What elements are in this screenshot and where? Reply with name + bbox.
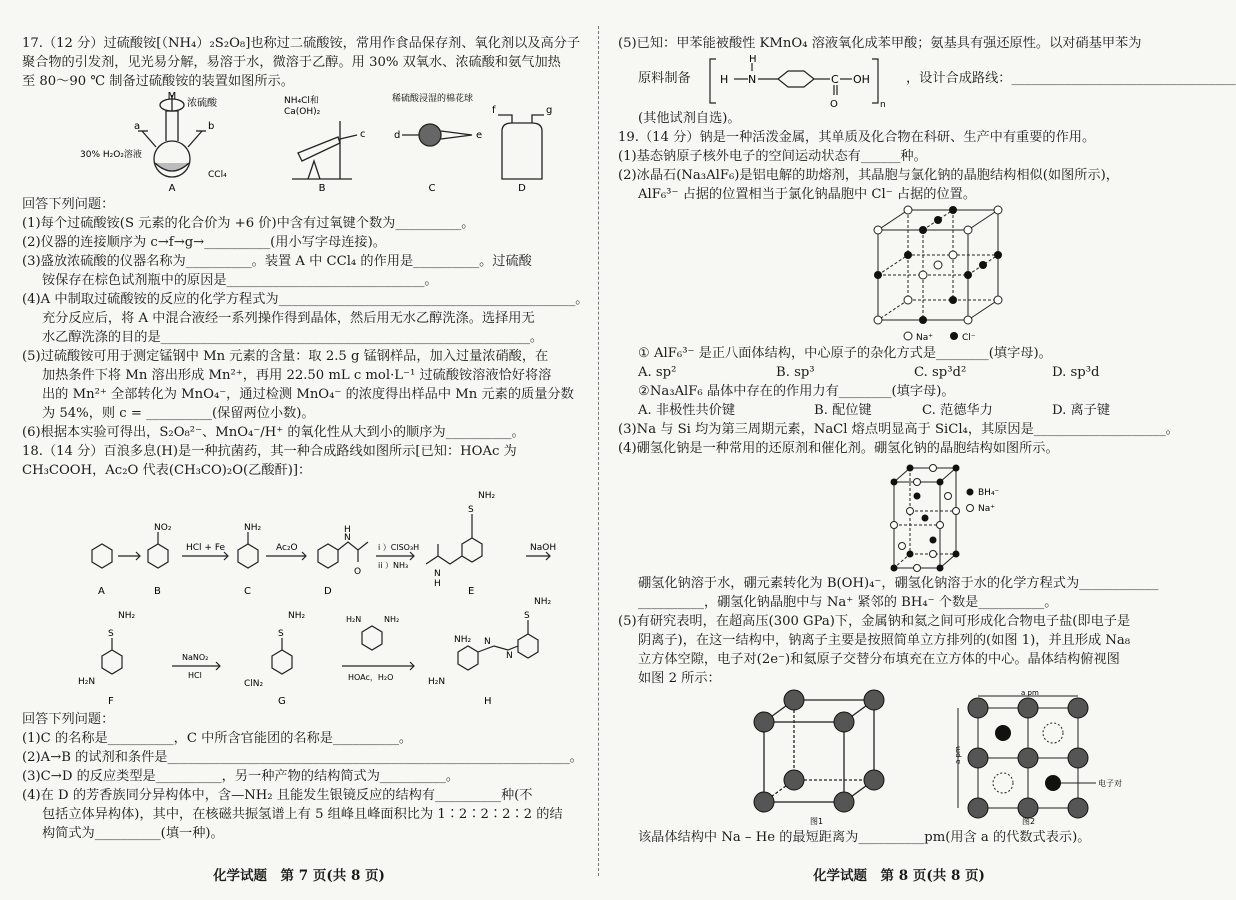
caption-d: D bbox=[324, 586, 332, 597]
reagent-hcl: HCl bbox=[188, 671, 202, 680]
label-cln2: ClN₂ bbox=[244, 679, 264, 689]
label-nh2-f: NH₂ bbox=[118, 611, 136, 621]
caption-b: B bbox=[318, 183, 326, 194]
label-nh2-e: NH₂ bbox=[478, 491, 496, 501]
label-h2n-mphen: H₂N bbox=[346, 615, 362, 624]
ring-d bbox=[318, 544, 338, 568]
q17-line: 17.（12 分）过硫酸铵[（NH₄）₂S₂O₈]也称过二硫酸铵，常用作食品保存剂、氧化剂以及高分子 bbox=[22, 36, 581, 51]
caption-a: A bbox=[168, 183, 176, 194]
q19-options1 bbox=[618, 363, 1178, 382]
label-g: g bbox=[546, 105, 553, 116]
option-d: D. 离子键 bbox=[1052, 403, 1111, 418]
q18-5-note: (其他试剂自选)。 bbox=[638, 111, 741, 126]
ring-h1 bbox=[458, 646, 478, 670]
apparatus-figure bbox=[22, 91, 580, 193]
ring-a bbox=[92, 544, 112, 568]
q19-last: 该晶体结构中 Na – He 的最短距离为__________pm(用含 a 的代数式表示)。 bbox=[638, 830, 1091, 845]
label-nh2-mphen: NH₂ bbox=[384, 615, 400, 624]
q17-item: 为 54%，则 c = __________(保留两位小数)。 bbox=[42, 406, 315, 421]
reagent-hcl-fe: HCl + Fe bbox=[186, 543, 226, 553]
option-d: D. sp³d bbox=[1052, 365, 1100, 380]
q17-item: (5)过硫酸铵可用于测定锰钢中 Mn 元素的含量：取 2.5 g 锰钢样品，加入过量浓硝酸，在 bbox=[22, 349, 549, 364]
label-e: e bbox=[476, 130, 483, 141]
label-n-d: N bbox=[344, 533, 351, 543]
q19-options2 bbox=[618, 401, 1178, 420]
caption-c: C bbox=[428, 183, 436, 194]
q17-item: 出的 Mn²⁺ 全部转化为 MnO₄⁻，通过检测 MnO₄⁻ 的浓度得出样品中 Mn 元素的质量分数 bbox=[42, 387, 574, 402]
label-h-e: H bbox=[434, 579, 441, 589]
q19-item5: 如图 2 所示： bbox=[638, 671, 721, 686]
scheme-drawing bbox=[22, 480, 582, 710]
poly-h-top: H bbox=[749, 54, 757, 65]
label-b: b bbox=[208, 121, 215, 132]
q18-item: 构简式为__________(填一种)。 bbox=[42, 826, 224, 841]
q17-line: 聚合物的引发剂，见光易分解，易溶于水，微溶于乙醇。用 30% 双氧水、浓硫酸和氨气加热 bbox=[22, 55, 561, 70]
legend-cl: Cl⁻ bbox=[962, 333, 976, 343]
q17-item: (1)每个过硫酸铵(S 元素的化合价为 +6 价)中含有过氧键个数为__________。 bbox=[22, 216, 475, 231]
label-ccl4: CCl₄ bbox=[208, 170, 227, 180]
option-b: B. sp³ bbox=[776, 365, 815, 380]
label-s-f: S bbox=[108, 629, 114, 639]
polymer-suffix: ，设计合成路线：__________________________________ bbox=[906, 71, 1236, 86]
q19-item4c: __________，硼氢化钠晶胞中与 Na⁺ 紧邻的 BH₄⁻ 个数是__________。 bbox=[638, 595, 1058, 610]
nacl-figure bbox=[618, 204, 1178, 344]
reagent-hoac: HOAc，H₂O bbox=[348, 673, 394, 682]
apparatus-c bbox=[402, 124, 472, 146]
page-divider bbox=[598, 26, 599, 876]
apparatus-b bbox=[292, 121, 357, 179]
q18-line: 18.（14 分）百浪多息(H)是一种抗菌药，其一种合成路线如图所示[已知：HOAc 为 bbox=[22, 444, 517, 459]
q18-questions bbox=[22, 710, 583, 843]
q19-line: 19.（14 分）钠是一种活泼金属，其单质及化合物在科研、生产中有重要的作用。 bbox=[618, 130, 1096, 145]
q18-item: (4)在 D 的芳香族同分异构体中，含—NH₂ 且能发生银镜反应的结构有__________种(不 bbox=[22, 788, 533, 803]
label-cotton-ball: 稀硫酸浸湿的棉花球 bbox=[392, 94, 474, 104]
caption-f: F bbox=[108, 696, 114, 707]
polymer-line bbox=[618, 53, 1236, 110]
poly-h: H bbox=[720, 73, 729, 86]
q19-item5: 立方体空隙，电子对(2e⁻)和氦原子交替分布填充在立方体的中心。晶体结构俯视图 bbox=[638, 652, 1120, 667]
q17-item: 铵保存在棕色试剂瓶中的原因是______________________________。 bbox=[42, 273, 438, 288]
caption-g: G bbox=[278, 696, 286, 707]
q17-item: (2)仪器的连接顺序为 c→f→g→__________(用小写字母连接)。 bbox=[22, 235, 386, 250]
q19-item4: (4)硼氢化钠是一种常用的还原剂和催化剂。硼氢化钠的晶胞结构如图所示。 bbox=[618, 441, 1059, 456]
fig2-a-side: a pm bbox=[954, 746, 962, 764]
label-f: f bbox=[492, 105, 496, 116]
q17-item: (3)盛放浓硫酸的仪器名称为__________。装置 A 中 CCl₄ 的作用是__________。过硫酸 bbox=[22, 254, 532, 269]
q19-line: AlF₆³⁻ 占据的位置相当于氯化钠晶胞中 Cl⁻ 占据的位置。 bbox=[638, 187, 977, 202]
option-a: A. 非极性共价键 bbox=[638, 403, 736, 418]
label-nh2: NH₂ bbox=[244, 523, 262, 533]
q19-line: (1)基态钠原子核外电子的空间运动状态有______种。 bbox=[618, 149, 927, 164]
label-c: c bbox=[360, 129, 366, 140]
q17-item: 水乙醇洗涤的目的是________________________________________________________。 bbox=[42, 330, 544, 345]
polymer-structure bbox=[696, 53, 906, 109]
answer-intro: 回答下列问题： bbox=[22, 712, 115, 727]
poly-o: O bbox=[830, 99, 838, 110]
label-h2n-f: H₂N bbox=[78, 677, 96, 687]
caption-b: B bbox=[154, 586, 161, 597]
q19-sub1: ① AlF₆³⁻ 是正八面体结构，中心原子的杂化方式是________(填字母)。 bbox=[638, 346, 1052, 361]
reagent-clso3h: i ）ClSO₃H bbox=[378, 543, 420, 552]
label-conc-acid: 浓硫酸 bbox=[187, 98, 217, 109]
ring-g bbox=[272, 650, 292, 674]
label-h-d: H bbox=[344, 525, 351, 535]
fig1-caption: 图1 bbox=[810, 817, 824, 826]
synthesis-scheme bbox=[22, 480, 580, 710]
right-page bbox=[600, 0, 1236, 900]
option-c: C. sp³d² bbox=[914, 365, 967, 380]
label-nh2-h2: NH₂ bbox=[534, 597, 552, 607]
q18-line: CH₃COOH，Ac₂O 代表(CH₃CO)₂O(乙酸酐)]： bbox=[22, 463, 312, 478]
label-no2: NO₂ bbox=[154, 523, 172, 533]
q19-sub2: ②Na₃AlF₆ 晶体中存在的作用力有________(填字母)。 bbox=[638, 384, 955, 399]
q18-5-line: (5)已知：甲苯能被酸性 KMnO₄ 溶液氧化成苯甲酸；氨基具有强还原性。以对硝基甲苯为 bbox=[618, 36, 1142, 51]
label-n-h2: N bbox=[506, 651, 513, 661]
ring-b bbox=[148, 544, 168, 568]
q17-item: (6)根据本实验可得出，S₂O₈²⁻、MnO₄⁻/H⁺ 的氧化性从大到小的顺序为__________。 bbox=[22, 425, 525, 440]
q18-item: 包括立体异构体)，其中，在核磁共振氢谱上有 5 组峰且峰面积比为 1∶2∶2∶2∶2 的结 bbox=[42, 807, 563, 822]
caption-h: H bbox=[484, 696, 492, 707]
q17-questions bbox=[22, 195, 589, 442]
reagent-naoh: NaOH bbox=[530, 543, 557, 553]
label-n-h1: N bbox=[484, 637, 491, 647]
label-a: a bbox=[134, 121, 141, 132]
legend-na: Na⁺ bbox=[916, 333, 933, 343]
footer-page-7: 化学试题 第 7 页(共 8 页) bbox=[213, 868, 385, 884]
q18-item: (1)C 的名称是__________，C 中所含官能团的名称是__________。 bbox=[22, 731, 413, 746]
q17-item: (4)A 中制取过硫酸铵的反应的化学方程式为_____________________________________________。 bbox=[22, 292, 589, 307]
reagent-nano2: NaNO₂ bbox=[182, 653, 209, 662]
q19-item5: (5)有研究表明，在超高压(300 GPa)下，金属钠和氦之间可形成化合物电子盐(即电子是 bbox=[618, 614, 1131, 629]
label-d: d bbox=[394, 130, 401, 141]
ring-c bbox=[238, 544, 258, 568]
ring-mphen bbox=[362, 626, 382, 650]
electride-figures bbox=[618, 688, 1178, 828]
label-s-e: S bbox=[468, 505, 474, 515]
nabh4-cell bbox=[618, 458, 1178, 574]
caption-d: D bbox=[518, 183, 526, 194]
label-nh4cl: NH₄Cl和 bbox=[284, 96, 319, 106]
q17-item: 加热条件下将 Mn 溶出形成 Mn²⁺，再用 22.50 mL c mol·L⁻¹ 过硫酸铵溶液恰好将溶 bbox=[42, 368, 552, 383]
apparatus-drawing bbox=[22, 91, 582, 193]
nacl-cell bbox=[618, 204, 1178, 344]
ring-e bbox=[462, 538, 482, 562]
ring-f bbox=[102, 650, 122, 674]
q17-stem bbox=[22, 34, 580, 91]
label-s-g: S bbox=[278, 629, 284, 639]
reagent-ac2o: Ac₂O bbox=[276, 543, 298, 553]
q19-stem bbox=[618, 128, 1178, 204]
label-h2n-h: H₂N bbox=[428, 677, 446, 687]
ring-h2 bbox=[518, 634, 538, 658]
caption-c: C bbox=[244, 586, 251, 597]
poly-c: C bbox=[831, 73, 839, 86]
fig2-electron-pair: 电子对 bbox=[1098, 779, 1122, 788]
polymer-prefix: 原料制备 bbox=[638, 71, 691, 86]
answer-intro: 回答下列问题： bbox=[22, 197, 115, 212]
q19-item4b: 硼氢化钠溶于水，硼元素转化为 B(OH)₄⁻，硼氢化钠溶于水的化学方程式为____________ bbox=[638, 576, 1159, 591]
label-s-h: S bbox=[524, 611, 530, 621]
electride-drawing bbox=[618, 688, 1178, 828]
q19-item3: (3)Na 与 Si 均为第三周期元素，NaCl 熔点明显高于 SiCl₄，其原因是____________________。 bbox=[618, 422, 1179, 437]
left-page bbox=[0, 0, 598, 900]
option-c: C. 范德华力 bbox=[922, 403, 993, 418]
label-caoh2: Ca(OH)₂ bbox=[284, 107, 321, 117]
poly-oh: OH bbox=[853, 73, 870, 86]
q18-item: (2)A→B 的试剂和条件是_____________________________________________________________。 bbox=[22, 750, 583, 765]
q17-item: 充分反应后，将 A 中混合液经一系列操作得到晶体，然后用无水乙醇洗涤。选择用无 bbox=[42, 311, 535, 326]
nabh4-figure bbox=[618, 458, 1178, 574]
label-h2o2: 30% H₂O₂溶液 bbox=[80, 150, 142, 160]
q18-stem bbox=[22, 442, 580, 480]
label-o-d: O bbox=[354, 567, 362, 577]
caption-e: E bbox=[468, 586, 475, 597]
label-n-e: N bbox=[434, 569, 441, 579]
legend-bh4: BH₄⁻ bbox=[978, 488, 1000, 498]
q19-item5: 阴离子)，在这一结构中，钠离子主要是按照简单立方排列的(如图 1)，并且形成 Na₈ bbox=[638, 633, 1131, 648]
q18-item: (3)C→D 的反应类型是__________，另一种产物的结构简式为__________。 bbox=[22, 769, 460, 784]
label-nh2-h: NH₂ bbox=[454, 635, 472, 645]
label-nh2-g: NH₂ bbox=[288, 611, 306, 621]
fig2-caption: 图2 bbox=[1022, 817, 1036, 826]
poly-n: N bbox=[748, 73, 757, 86]
caption-a: A bbox=[98, 586, 105, 597]
fig2-a-top: a pm bbox=[1021, 689, 1039, 697]
q19-line: (2)冰晶石(Na₃AlF₆)是铝电解的助熔剂，其晶胞与氯化钠的晶胞结构相似(如图所示)， bbox=[618, 168, 1119, 183]
option-b: B. 配位键 bbox=[814, 403, 872, 418]
apparatus-d bbox=[498, 115, 544, 179]
legend-na-nabh4: Na⁺ bbox=[978, 504, 995, 514]
q17-line: 至 80～90 ℃ 制备过硫酸铵的装置如图所示。 bbox=[22, 74, 294, 89]
reagent-nh3: ii ）NH₃ bbox=[378, 561, 409, 570]
label-m: M bbox=[167, 91, 177, 102]
poly-n-sub: n bbox=[880, 100, 886, 110]
option-a: A. sp² bbox=[638, 365, 677, 380]
footer-page-8: 化学试题 第 8 页(共 8 页) bbox=[813, 868, 985, 884]
